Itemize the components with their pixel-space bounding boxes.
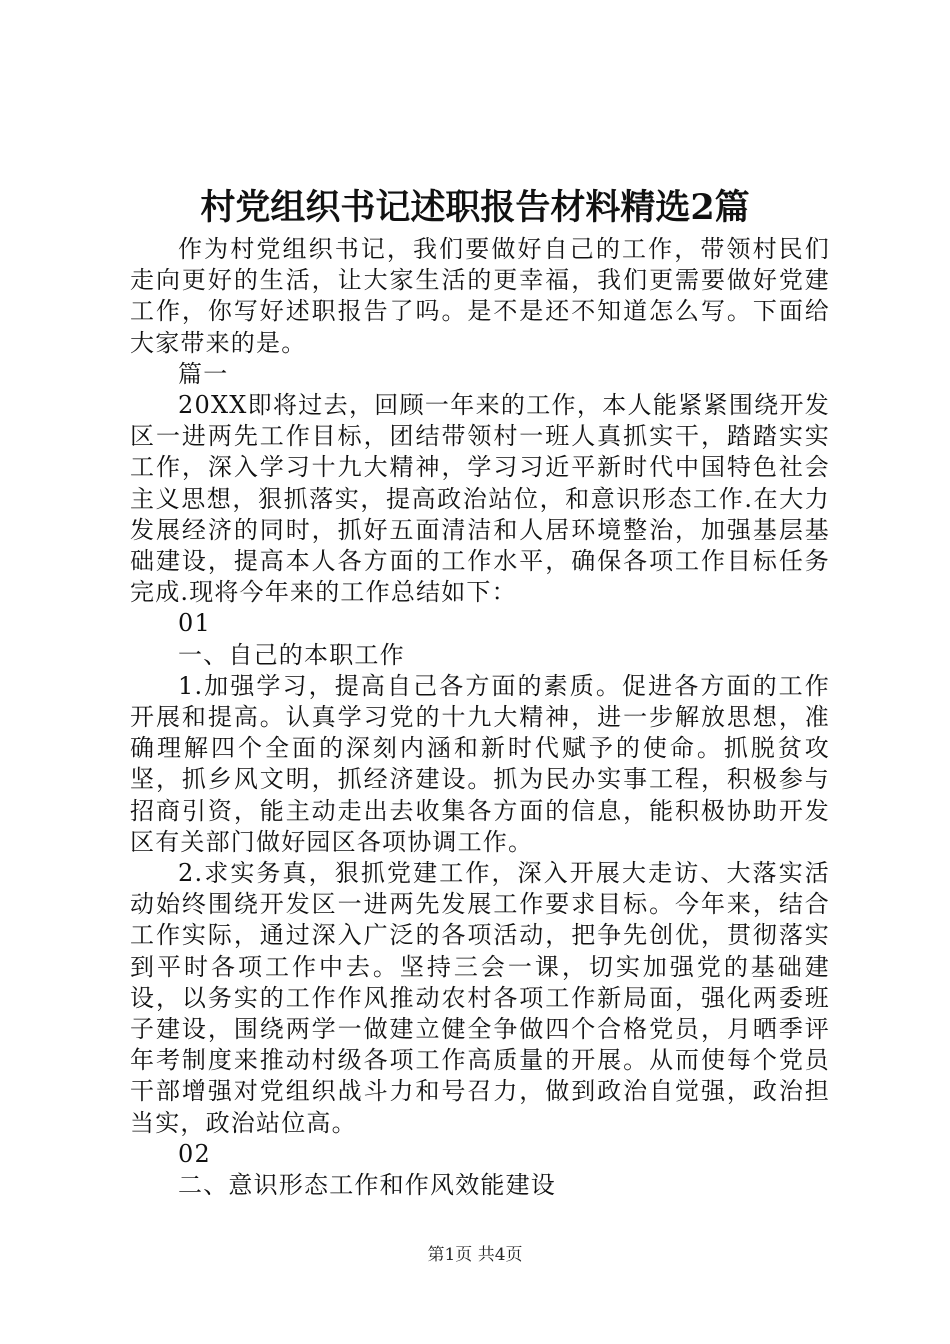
document-body (130, 234, 830, 1201)
heading-ideology-work: 二、意识形态工作和作风效能建设 (178, 1171, 556, 1200)
heading-own-duties: 一、自己的本职工作 (178, 640, 405, 669)
section-number-02: 02 (178, 1139, 211, 1168)
page-footer: 第1页 共4页 (427, 1245, 523, 1265)
section-label-part-one: 篇一 (178, 359, 229, 388)
summary-paragraph: 20XX即将过去，回顾一年来的工作，本人能紧紧围绕开发区一进两先工作目标，团结带领村一班人真抓实干，踏踏实实工作，深入学习十九大精神，学习习近平新时代中国特色社会主义思想，狠抓落实，提高政治站位，和意识形态工作.在大力发展经济的同时，抓好五面清洁和人居环境整治，加强基层基础建设，提高本人各方面的工作水平，确保各项工作目标任务完成.现将今年来的工作总结如下： (130, 391, 830, 607)
item-2-paragraph: 2.求实务真，狠抓党建工作，深入开展大走访、大落实活动始终围绕开发区一进两先发展工作要求目标。今年来，结合工作实际，通过深入广泛的各项活动，把争先创优，贯彻落实到平时各项工作中去。坚持三会一课，切实加强党的基础建设，以务实的工作作风推动农村各项工作新局面，强化两委班子建设，围绕两学一做建立健全争做四个合格党员，月晒季评年考制度来推动村级各项工作高质量的开展。从而使每个党员干部增强对党组织战斗力和号召力，做到政治自觉强，政治担当实，政治站位高。 (130, 859, 830, 1137)
section-number-01: 01 (178, 609, 211, 638)
item-1-paragraph: 1.加强学习，提高自己各方面的素质。促进各方面的工作开展和提高。认真学习党的十九大精神，进一步解放思想，准确理解四个全面的深刻内涵和新时代赋予的使命。抓脱贫攻坚，抓乡风文明，抓经济建设。抓为民办实事工程，积极参与招商引资，能主动走出去收集各方面的信息，能积极协助开发区有关部门做好园区各项协调工作。 (130, 671, 830, 856)
document-title: 村党组织书记述职报告材料精选2篇 (200, 187, 750, 228)
intro-paragraph: 作为村党组织书记，我们要做好自己的工作，带领村民们走向更好的生活，让大家生活的更幸福，我们更需要做好党建工作，你写好述职报告了吗。是不是还不知道怎么写。下面给大家带来的是。 (130, 235, 830, 357)
